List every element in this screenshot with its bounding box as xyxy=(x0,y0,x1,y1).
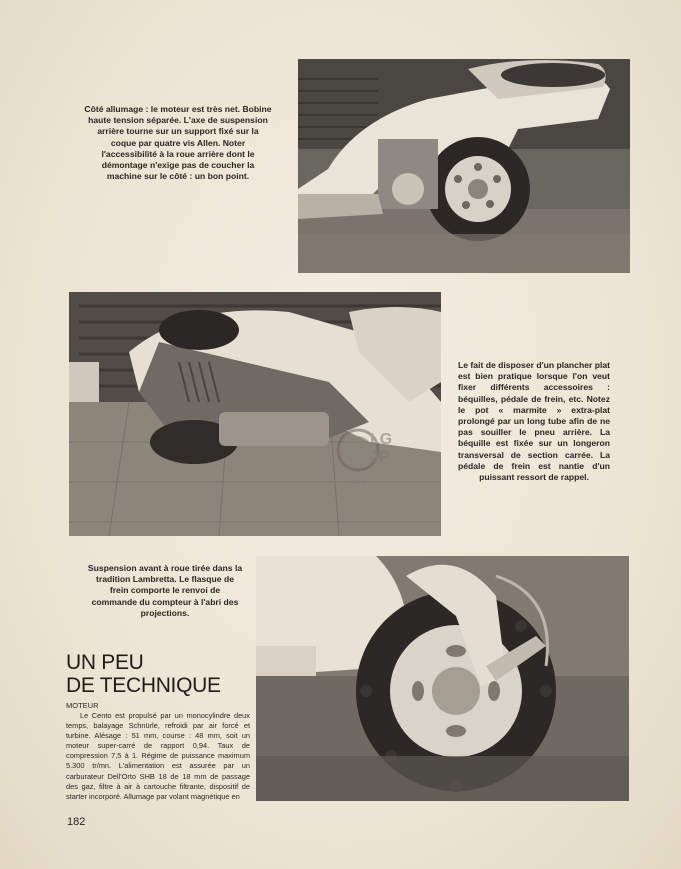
headline-line-1: UN PEU xyxy=(66,651,144,674)
section-headline xyxy=(66,651,256,697)
subsection-label: MOTEUR xyxy=(66,701,99,710)
page-number: 182 xyxy=(67,816,86,828)
photo-front-wheel xyxy=(256,556,629,801)
watermark-logo xyxy=(334,420,410,496)
article-body: Le Cento est propulsé par un monocylindre deux temps, balayage Schnürle, refroidi par air forcé et turbine. Alésage : 51 mm, course : 48 mm, soit un moteur super-carré de rapport 0,94. Taux de compression 7,5 à 1. Régime de puissance maximum 5.300 tr/mn. L'alimentation est assurée par un carburateur Dell'Orto SHB 18 de 18 mm de passage des gaz, filtre à air à cartouche filtrante, dispositif de starter incorporé. Allumage par volant magnétique en xyxy=(66,711,250,801)
photo-rear-engine xyxy=(298,59,630,273)
caption-ignition-side: Côté allumage : le moteur est très net. Bobine haute tension séparée. L'axe de suspension arrière tourne sur un support fixé sur la coque par quatre vis Allen. Noter l'accessibilité à la roue arrière dont le démontage n'exige pas de coucher la machine sur le côté : un bon point. xyxy=(84,104,272,182)
watermark-text-1: LG xyxy=(370,431,393,448)
photo-underside xyxy=(69,292,441,536)
watermark-text-3: HD xyxy=(344,470,370,490)
caption-flat-floor: Le fait de disposer d'un plancher plat est bien pratique lorsque l'on veut fixer différents accessoires : béquilles, pédale de frein, etc. Notez le pot « marmite » extra-plat prolongé par un long tube afin de ne pas souiller le pneu arrière. La béquille est fixée sur un longeron transversal de section carrée. La pédale de frein est nantie d'un puissant ressort de rappel. xyxy=(458,360,610,483)
caption-front-suspension: Suspension avant à roue tirée dans la tradition Lambretta. Le flasque de frein comporte le renvoi de commande du compteur à l'abri des projections. xyxy=(87,563,243,618)
headline-line-2: DE TECHNIQUE xyxy=(66,674,221,697)
watermark-text-2: JP xyxy=(370,449,390,466)
